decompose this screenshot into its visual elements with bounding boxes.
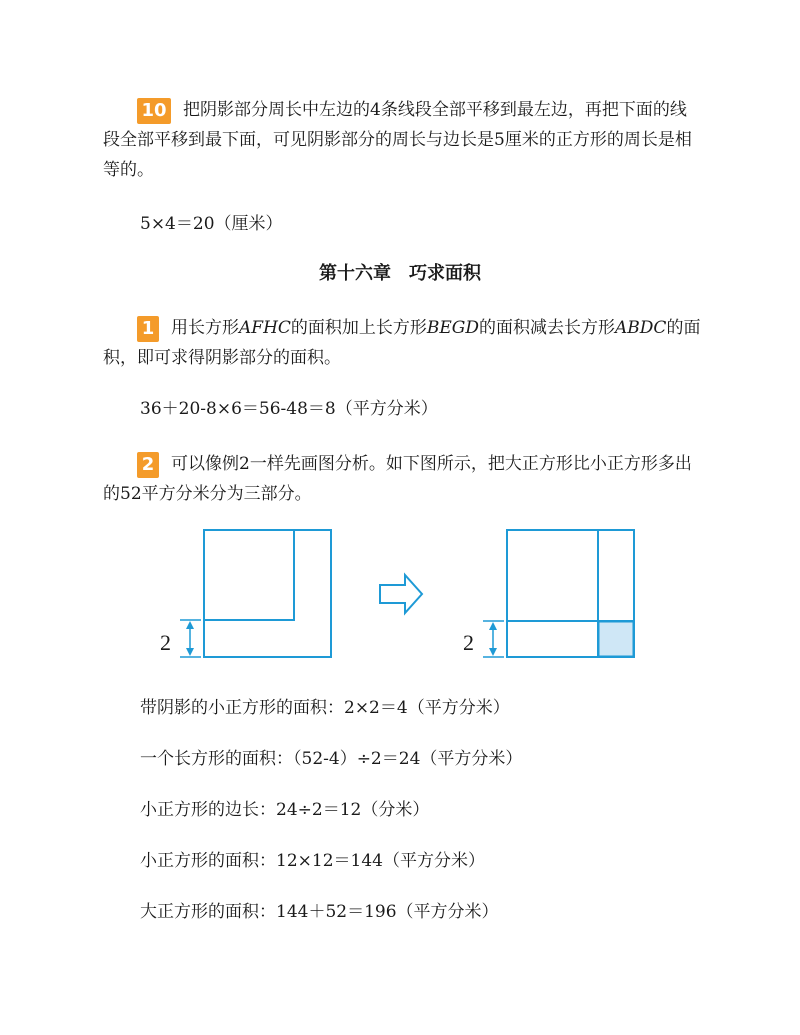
problem-10-formula: 5×4＝20（厘米） xyxy=(140,214,283,234)
left-dimension-label: 2 xyxy=(160,630,171,655)
problem-10-text: 10 把阴影部分周长中左边的4条线段全部平移到最左边，再把下面的线段全部平移到最下面，可见阴影部分的周长与边长是5厘米的正方形的周长是相等的。 xyxy=(103,99,692,180)
left-dimension-marker xyxy=(180,620,201,657)
problem-1-formula: 36＋20-8×6＝56-48＝8（平方分米） xyxy=(140,399,438,419)
transform-arrow-icon xyxy=(380,575,422,613)
problem-1-text: 1 用长方形AFHC的面积加上长方形BEGD的面积减去长方形ABDC的面积，即可求得阴影部分的面积。 xyxy=(103,317,701,368)
step-1: 带阴影的小正方形的面积：2×2＝4（平方分米） xyxy=(140,698,510,718)
right-dimension-label: 2 xyxy=(463,630,474,655)
problem-10-badge: 10 xyxy=(137,98,171,124)
problem-2-text: 2 可以像例2一样先画图分析。如下图所示，把大正方形比小正方形多出的52平方分米分为三部分。 xyxy=(103,453,692,504)
step-5: 大正方形的面积：144＋52＝196（平方分米） xyxy=(140,902,499,922)
step-4: 小正方形的面积：12×12＝144（平方分米） xyxy=(140,851,485,871)
left-small-square xyxy=(204,530,294,620)
right-dimension-marker xyxy=(483,621,504,657)
shaded-small-square xyxy=(599,622,633,656)
rect-abdc-label: ABDC xyxy=(615,318,667,338)
problem-1-badge: 1 xyxy=(137,316,159,342)
step-2: 一个长方形的面积：（52-4）÷2＝24（平方分米） xyxy=(140,749,523,769)
rect-afhc-label: AFHC xyxy=(239,318,291,338)
chapter-title: 第十六章 巧求面积 xyxy=(319,263,481,284)
left-big-square xyxy=(204,530,331,657)
step-3: 小正方形的边长：24÷2＝12（分米） xyxy=(140,800,430,820)
rect-begd-label: BEGD xyxy=(426,318,480,338)
problem-2-badge: 2 xyxy=(137,452,159,478)
